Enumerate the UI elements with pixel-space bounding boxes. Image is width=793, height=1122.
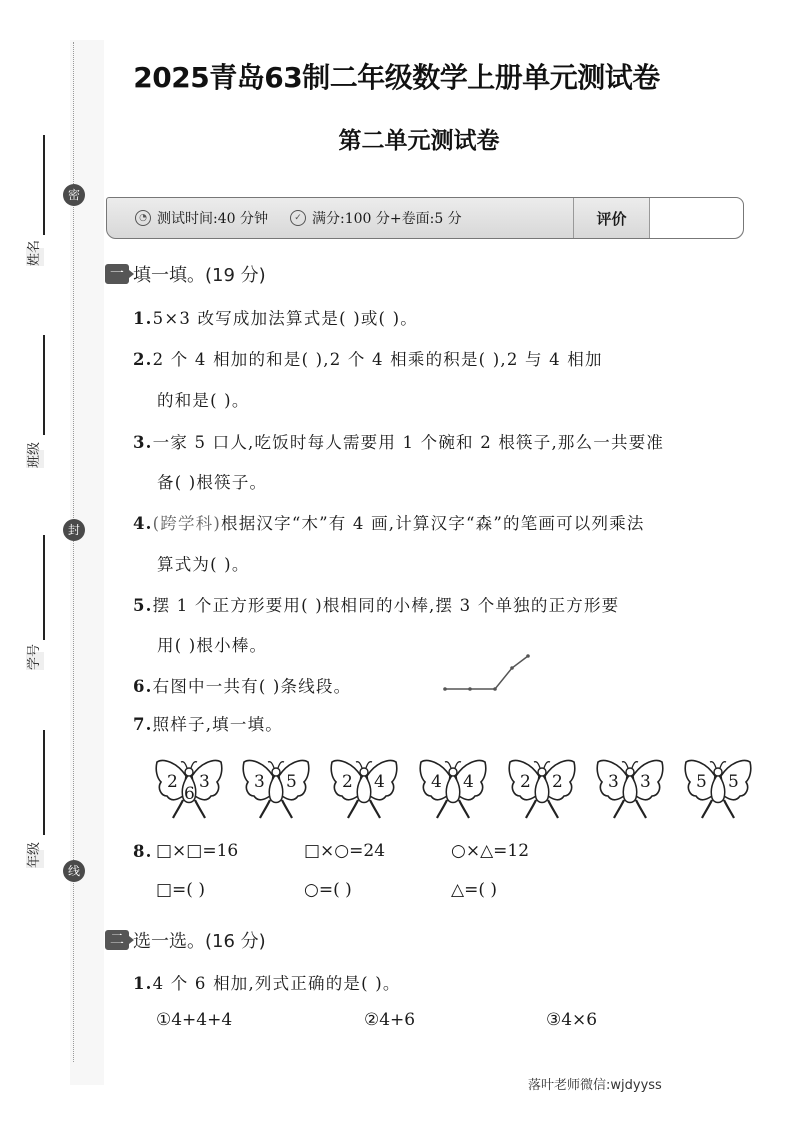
line-segment-figure: [440, 650, 540, 695]
question-1-7: 7.照样子,填一填。: [133, 715, 283, 734]
section-title: 选一选。(16 分): [133, 931, 266, 952]
butterfly-figure: [682, 752, 754, 822]
section-2-header: [105, 927, 266, 953]
question-2-1: 1.4 个 6 相加,列式正确的是( )。: [133, 974, 401, 993]
left-wing-number: 2: [167, 772, 178, 792]
option-3[interactable]: ③4×6: [546, 1010, 598, 1030]
section-badge: 二: [105, 930, 129, 950]
butterfly-icon: [594, 752, 666, 822]
equation-3: ○×△=12: [451, 841, 530, 861]
right-wing-number: 5: [728, 772, 739, 792]
butterfly-figure: [153, 752, 225, 822]
butterfly-icon: [506, 752, 578, 822]
question-1-4: 4.(跨学科)根据汉字“木”有 4 画,计算汉字“森”的笔画可以列乘法: [133, 514, 645, 533]
answer-triangle: △=( ): [451, 880, 497, 900]
question-1-1: 1.5×3 改写成加法算式是( )或( )。: [133, 309, 418, 328]
butterfly-figure: [417, 752, 489, 822]
equation-2: □×○=24: [304, 841, 386, 861]
grade-line[interactable]: [43, 730, 45, 835]
right-wing-number: 4: [463, 772, 474, 792]
left-wing-number: 3: [254, 772, 265, 792]
question-1-2: 2.2 个 4 相加的和是( ),2 个 4 相乘的积是( ),2 与 4 相加: [133, 350, 603, 369]
butterfly-icon: [328, 752, 400, 822]
clock-icon: ◔: [135, 210, 151, 226]
question-1-6: 6.右图中一共有( )条线段。: [133, 677, 352, 696]
butterfly-figure: [240, 752, 312, 822]
answer-circle: ○=( ): [304, 880, 352, 900]
option-2[interactable]: ②4+6: [364, 1010, 416, 1030]
cross-subject-tag: (跨学科): [152, 514, 222, 533]
right-wing-number: 2: [552, 772, 563, 792]
seal-xian: 线: [63, 860, 85, 882]
right-wing-number: 5: [286, 772, 297, 792]
butterfly-figure: [328, 752, 400, 822]
right-wing-number: 3: [199, 772, 210, 792]
evaluation-field[interactable]: [649, 198, 743, 238]
butterfly-icon: [240, 752, 312, 822]
student-id-label: 学号: [27, 643, 42, 670]
section-1-header: [105, 261, 266, 287]
page-title: 2025青岛63制二年级数学上册单元测试卷: [133, 61, 660, 94]
butterfly-figure: [594, 752, 666, 822]
left-wing-number: 3: [608, 772, 619, 792]
body-number: 6: [184, 784, 195, 804]
butterfly-icon: [682, 752, 754, 822]
seal-mi: 密: [63, 184, 85, 206]
left-wing-number: 4: [431, 772, 442, 792]
question-1-2-cont: 的和是( )。: [157, 391, 250, 410]
answer-square: □=( ): [156, 880, 205, 900]
question-1-5: 5.摆 1 个正方形要用( )根相同的小棒,摆 3 个单独的正方形要: [133, 596, 620, 615]
question-1-3: 3.一家 5 口人,吃饭时每人需要用 1 个碗和 2 根筷子,那么一共要准: [133, 433, 665, 452]
right-wing-number: 3: [640, 772, 651, 792]
test-time: 测试时间:40 分钟: [157, 211, 268, 227]
section-title: 填一填。(19 分): [133, 265, 266, 286]
section-badge: 一: [105, 264, 129, 284]
butterfly-icon: [417, 752, 489, 822]
left-wing-number: 2: [520, 772, 531, 792]
seal-feng: 封: [63, 519, 85, 541]
right-wing-number: 4: [374, 772, 385, 792]
class-label: 班级: [27, 441, 42, 468]
full-score: 满分:100 分+卷面:5 分: [311, 211, 462, 227]
question-1-3-cont: 备( )根筷子。: [157, 473, 268, 492]
student-id-line[interactable]: [43, 535, 45, 640]
evaluation-label: 评价: [573, 198, 649, 238]
butterfly-figure: [506, 752, 578, 822]
left-wing-number: 5: [696, 772, 707, 792]
exam-info-box: [106, 197, 744, 239]
equation-1: □×□=16: [156, 841, 239, 861]
page-subtitle: 第二单元测试卷: [338, 128, 500, 154]
check-circle-icon: ✓: [290, 210, 306, 226]
question-1-5-cont: 用( )根小棒。: [157, 636, 268, 655]
class-line[interactable]: [43, 335, 45, 435]
option-1[interactable]: ①4+4+4: [156, 1010, 233, 1030]
left-wing-number: 2: [342, 772, 353, 792]
question-1-4-cont: 算式为( )。: [157, 555, 250, 574]
grade-label: 年级: [27, 841, 42, 868]
question-1-8: 8.: [133, 842, 153, 861]
watermark: 落叶老师微信:wjdyyss: [528, 1078, 662, 1093]
name-label: 姓名: [27, 239, 42, 266]
